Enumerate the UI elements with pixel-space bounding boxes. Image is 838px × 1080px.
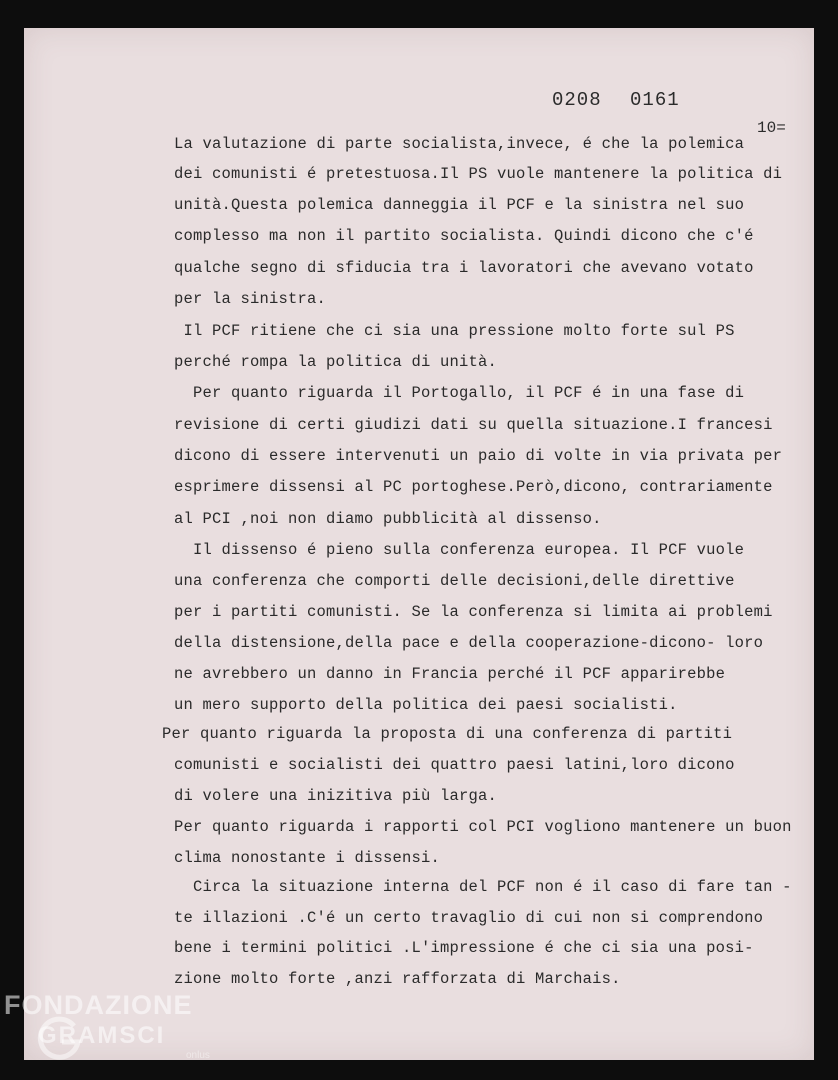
- text-line: comunisti e socialisti dei quattro paesi latini,loro dicono: [174, 756, 735, 774]
- text-line: dei comunisti é pretestuosa.Il PS vuole mantenere la politica di: [174, 165, 783, 183]
- text-line: per i partiti comunisti. Se la conferenza si limita ai problemi: [174, 603, 773, 621]
- text-line: Per quanto riguarda la proposta di una conferenza di partiti: [162, 725, 733, 743]
- text-line: revisione di certi giudizi dati su quella situazione.I francesi: [174, 416, 773, 434]
- watermark-line2: GRAMSCI: [38, 1022, 166, 1049]
- text-line: Per quanto riguarda i rapporti col PCI vogliono mantenere un buon: [174, 818, 792, 836]
- text-line: una conferenza che comporti delle decisioni,delle direttive: [174, 572, 735, 590]
- text-line: Circa la situazione interna del PCF non é il caso di fare tan -: [174, 878, 792, 896]
- text-line: unità.Questa polemica danneggia il PCF e la sinistra nel suo: [174, 196, 745, 214]
- text-line: zione molto forte ,anzi rafforzata di Marchais.: [174, 970, 621, 988]
- text-line: della distensione,della pace e della cooperazione-dicono- loro: [174, 634, 764, 652]
- text-line: Per quanto riguarda il Portogallo, il PCF é in una fase di: [174, 384, 745, 402]
- text-line: al PCI ,noi non diamo pubblicità al dissenso.: [174, 510, 602, 528]
- text-line: Il dissenso é pieno sulla conferenza europea. Il PCF vuole: [174, 541, 745, 559]
- watermark-line1: FONDAZIONE: [4, 990, 193, 1020]
- text-line: di volere una inizitiva più larga.: [174, 787, 498, 805]
- text-line: complesso ma non il partito socialista. Quindi dicono che c'é: [174, 227, 754, 245]
- fondazione-gramsci-watermark: [4, 990, 210, 1061]
- archive-number: 0208 0161: [552, 89, 680, 111]
- text-line: esprimere dissensi al PC portoghese.Però,dicono, contrariamente: [174, 478, 773, 496]
- text-line: te illazioni .C'é un certo travaglio di cui non si comprendono: [174, 909, 764, 927]
- text-line: La valutazione di parte socialista,invece, é che la polemica: [174, 135, 745, 153]
- text-line: dicono di essere intervenuti un paio di volte in via privata per: [174, 447, 783, 465]
- text-line: ne avrebbero un danno in Francia perché il PCF apparirebbe: [174, 665, 726, 683]
- page-number: 10=: [757, 119, 786, 137]
- text-line: perché rompa la politica di unità.: [174, 353, 498, 371]
- text-line: un mero supporto della politica dei paesi socialisti.: [174, 696, 678, 714]
- text-line: bene i termini politici .L'impressione é che ci sia una posi-: [174, 939, 754, 957]
- text-line: clima nonostante i dissensi.: [174, 849, 441, 867]
- text-line: per la sinistra.: [174, 290, 327, 308]
- document-page: [24, 28, 814, 1060]
- watermark-small: onlus: [186, 1050, 210, 1061]
- text-line: Il PCF ritiene che ci sia una pressione molto forte sul PS: [174, 322, 735, 340]
- text-line: qualche segno di sfiducia tra i lavoratori che avevano votato: [174, 259, 754, 277]
